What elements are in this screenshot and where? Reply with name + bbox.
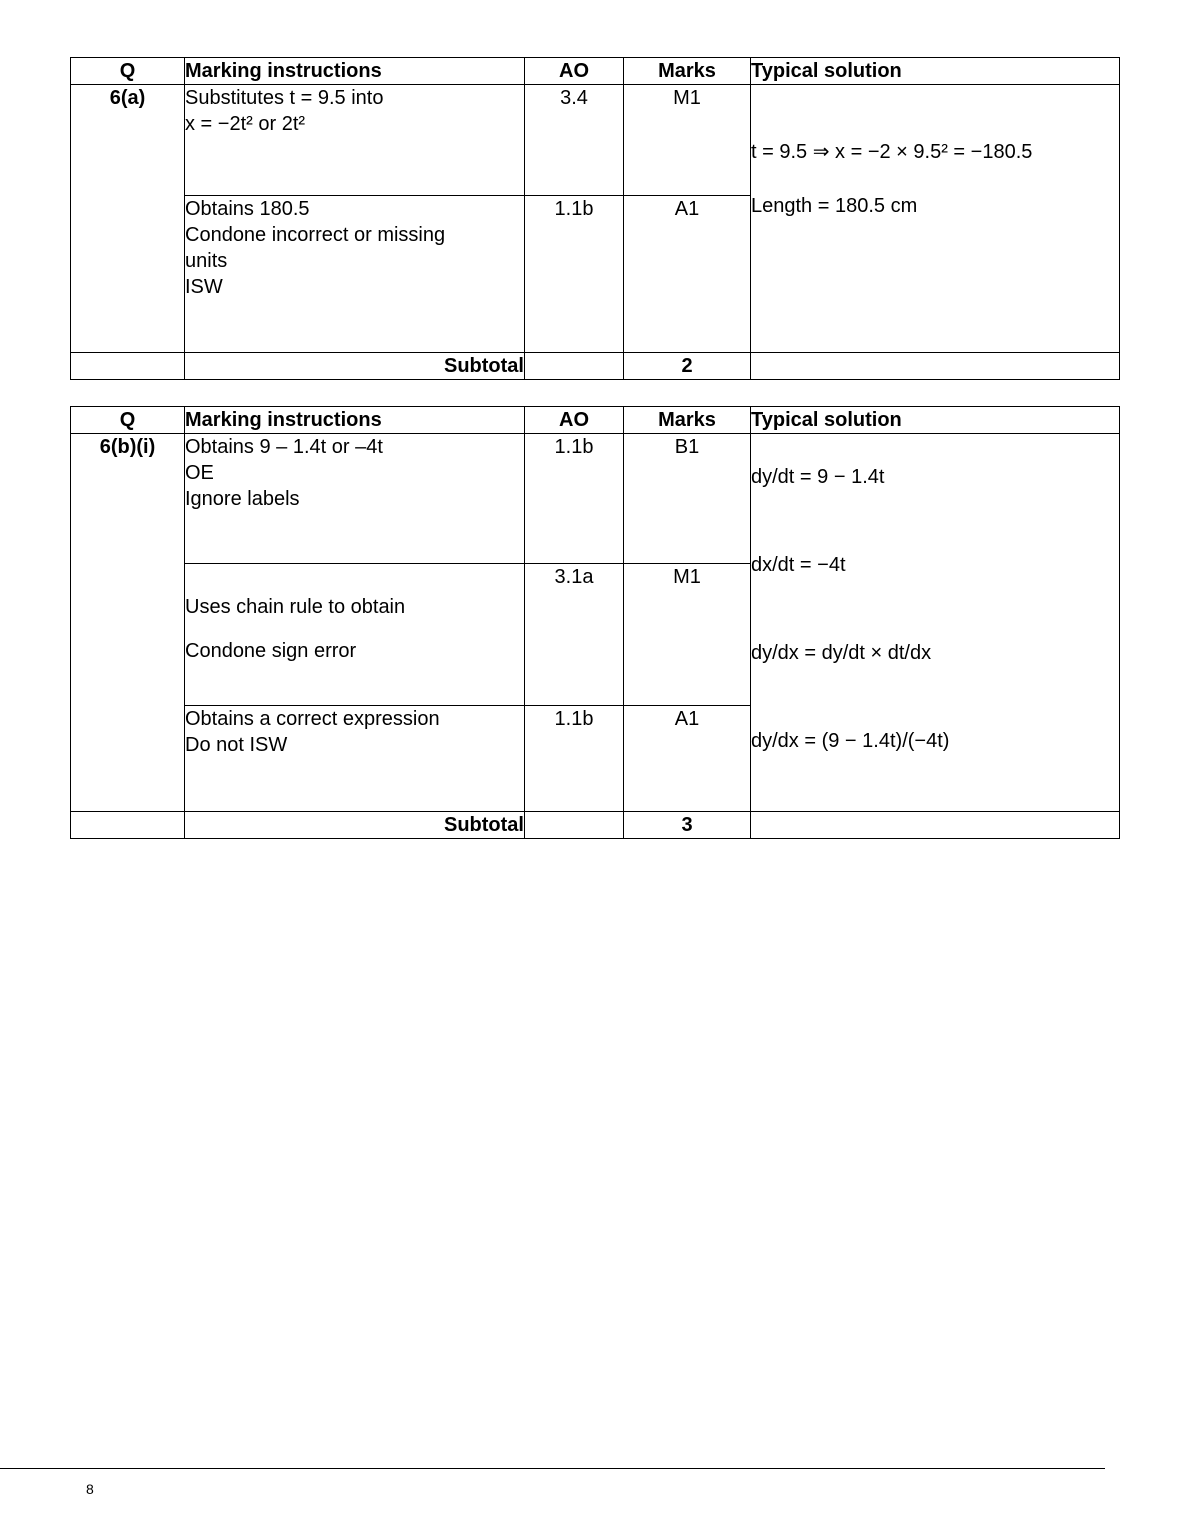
- table-row: [71, 85, 1120, 196]
- solution-equation: t = 9.5 ⇒ x = −2 × 9.5² = −180.5: [751, 141, 1033, 163]
- subtotal-label: Subtotal: [185, 812, 525, 839]
- instruction-line: Condone sign error: [185, 640, 357, 662]
- instruction-cell: [185, 706, 525, 812]
- typical-solution-cell: [751, 434, 1120, 812]
- subtotal-row: [71, 353, 1120, 380]
- question-number: 6(a): [71, 85, 185, 353]
- empty-cell: [525, 353, 624, 380]
- table-row: [71, 434, 1120, 564]
- ao-value: 3.1a: [525, 564, 624, 706]
- empty-cell: [751, 353, 1120, 380]
- header-q: Q: [71, 407, 185, 434]
- page-number: 8: [86, 1481, 94, 1497]
- mark-code: A1: [624, 706, 751, 812]
- instruction-cell: [185, 196, 525, 353]
- header-typical-solution: Typical solution: [751, 58, 1120, 85]
- footer-divider: [0, 1468, 1105, 1469]
- instruction-line: Substitutes t = 9.5 into: [185, 87, 384, 109]
- solution-equation: dy/dx = (9 − 1.4t)/(−4t): [751, 730, 950, 752]
- mark-scheme-table-6a: [70, 57, 1120, 380]
- ao-value: 3.4: [525, 85, 624, 196]
- subtotal-label: Subtotal: [185, 353, 525, 380]
- subtotal-row: [71, 812, 1120, 839]
- header-q: Q: [71, 58, 185, 85]
- subtotal-value: 3: [624, 812, 751, 839]
- mark-code: B1: [624, 434, 751, 564]
- solution-text: Length = 180.5 cm: [751, 195, 918, 217]
- header-ao: AO: [525, 407, 624, 434]
- mark-code: A1: [624, 196, 751, 353]
- empty-cell: [525, 812, 624, 839]
- question-number: 6(b)(i): [71, 434, 185, 812]
- table-header-row: [71, 407, 1120, 434]
- instruction-line: Ignore labels: [185, 488, 300, 510]
- subtotal-value: 2: [624, 353, 751, 380]
- empty-cell: [751, 812, 1120, 839]
- header-marking-instructions: Marking instructions: [185, 407, 525, 434]
- solution-equation: dx/dt = −4t: [751, 554, 846, 576]
- empty-cell: [71, 812, 185, 839]
- ao-value: 1.1b: [525, 196, 624, 353]
- table-header-row: [71, 58, 1120, 85]
- header-ao: AO: [525, 58, 624, 85]
- instruction-line: units: [185, 250, 228, 272]
- header-marks: Marks: [624, 407, 751, 434]
- instruction-line: x = −2t² or 2t²: [185, 113, 306, 135]
- instruction-line: Obtains 9 – 1.4t or –4t: [185, 436, 383, 458]
- instruction-line: ISW: [185, 276, 223, 298]
- solution-equation: dy/dx = dy/dt × dt/dx: [751, 642, 932, 664]
- instruction-cell: [185, 564, 525, 706]
- header-marks: Marks: [624, 58, 751, 85]
- instruction-line: Uses chain rule to obtain: [185, 596, 406, 618]
- ao-value: 1.1b: [525, 706, 624, 812]
- mark-code: M1: [624, 85, 751, 196]
- mark-code: M1: [624, 564, 751, 706]
- typical-solution-cell: [751, 85, 1120, 353]
- instruction-cell: [185, 85, 525, 196]
- solution-equation: dy/dt = 9 − 1.4t: [751, 466, 885, 488]
- ao-value: 1.1b: [525, 434, 624, 564]
- header-typical-solution: Typical solution: [751, 407, 1120, 434]
- instruction-cell: [185, 434, 525, 564]
- instruction-line: Obtains 180.5: [185, 198, 310, 220]
- mark-scheme-table-6bi: [70, 406, 1120, 839]
- empty-cell: [71, 353, 185, 380]
- instruction-line: OE: [185, 462, 214, 484]
- instruction-line: Do not ISW: [185, 734, 288, 756]
- instruction-line: Obtains a correct expression: [185, 708, 440, 730]
- instruction-line: Condone incorrect or missing: [185, 224, 446, 246]
- header-marking-instructions: Marking instructions: [185, 58, 525, 85]
